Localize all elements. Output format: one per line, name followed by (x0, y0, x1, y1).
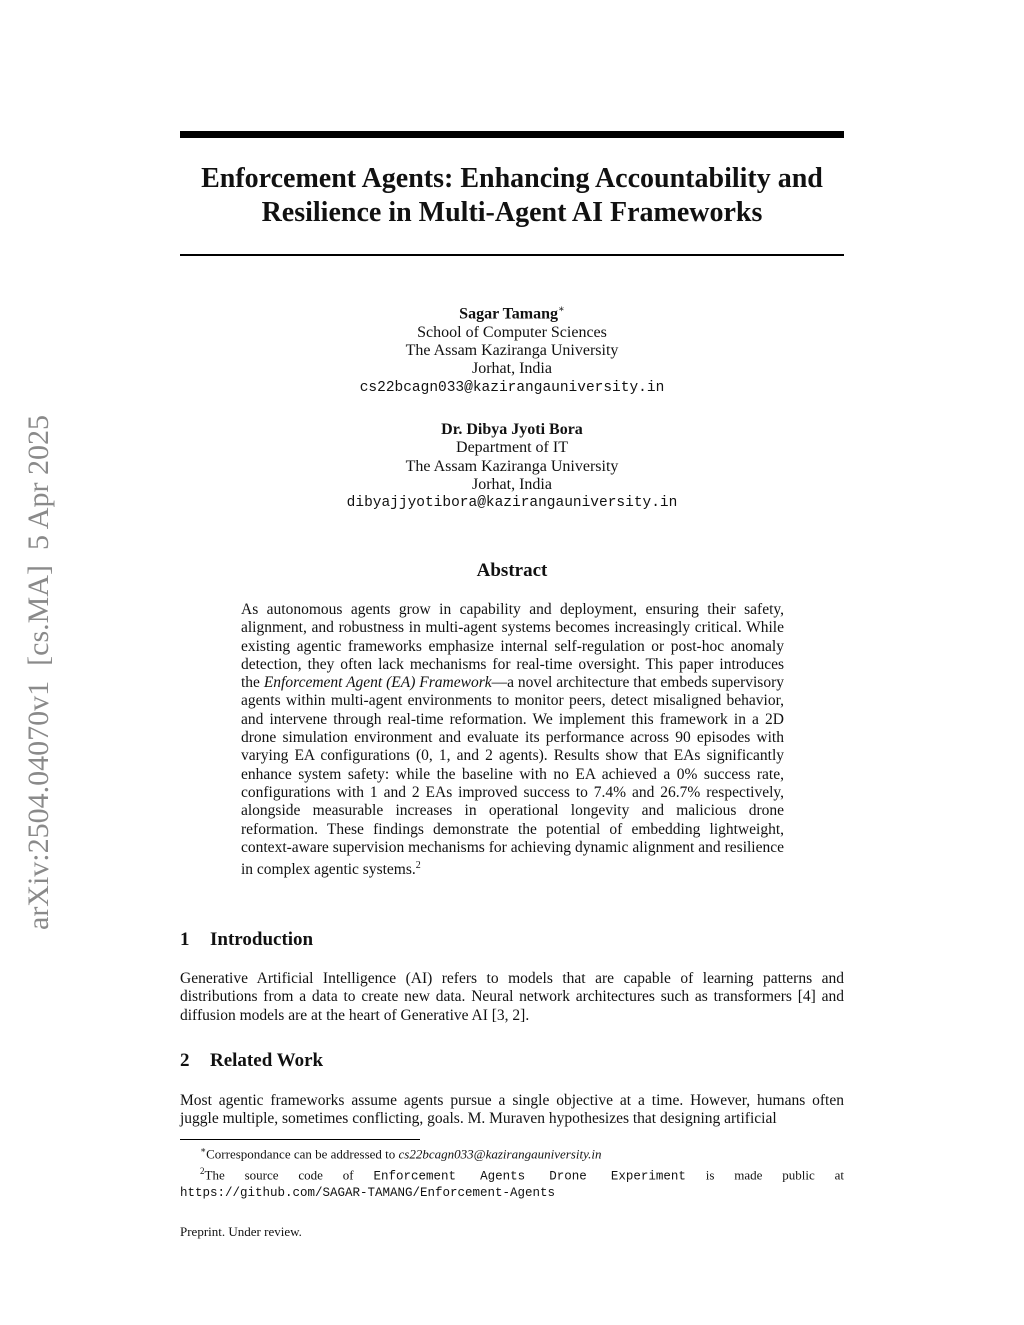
abstract-footnote-mark: 2 (415, 860, 421, 872)
related-work-paragraph: Most agentic frameworks assume agents pursue a single objective at a time. However, humans often juggle multiple, sometimes conflicting, goals. M. Muraven hypothesizes that designing artificial (180, 1092, 844, 1128)
author-university: The Assam Kaziranga University (405, 341, 619, 359)
section-number: 2 (180, 1050, 190, 1071)
repo-name: Enforcement Agents Drone Experiment (373, 1169, 686, 1184)
framework-name: Enforcement Agent (EA) Framework (263, 674, 492, 692)
title-line-1: Enforcement Agents: Enhancing Accountability and (201, 163, 823, 194)
introduction-paragraph: Generative Artificial Intelligence (AI) refers to models that are capable of learning patterns and distributions from a data to create new data. Neural network architectures such as transformers [4] and diffusion models are at the heart of Generative AI [3, 2]. (180, 970, 844, 1024)
footnote-2: $^2$The source code of Enforcement Agents Drone Experiment is made public at (200, 1165, 845, 1184)
author-email: dibyajjyotibora@kazirangauniversity.in (346, 495, 678, 512)
title-bottom-rule (180, 254, 844, 256)
footnote-rule (180, 1139, 420, 1140)
title-top-rule (180, 131, 844, 138)
author-footnote-mark: ∗ (558, 304, 565, 315)
author-university: The Assam Kaziranga University (405, 457, 619, 475)
author-location: Jorhat, India (472, 360, 552, 378)
section-heading-related-work (180, 1050, 323, 1072)
correspondence-email[interactable]: cs22bcagn033@kazirangauniversity.in (398, 1146, 602, 1162)
author-name: Dr. Dibya Jyoti Bora (441, 421, 583, 438)
footnote-1: ∗Correspondance can be addressed to cs22bcagn033@kazirangauniversity.in (200, 1145, 602, 1162)
arxiv-stamp-text: arXiv:2504.04070v1 [cs.MA] 5 Apr 2025 (22, 415, 55, 930)
author-department: School of Computer Sciences (417, 323, 607, 341)
author-name: Sagar Tamang∗ (459, 304, 565, 323)
title-line-2: Resilience in Multi-Agent AI Frameworks (261, 197, 763, 228)
section-title: Introduction (210, 929, 314, 950)
arxiv-identifier-stamp (8, 352, 58, 932)
author-location: Jorhat, India (472, 475, 552, 493)
author-department: Department of IT (456, 439, 568, 457)
arxiv-stamp-svg (8, 352, 58, 932)
section-heading-introduction (180, 929, 313, 951)
section-number: 1 (180, 929, 190, 950)
author-block-1 (180, 301, 844, 397)
abstract-heading: Abstract (476, 560, 548, 581)
paper-title (180, 162, 844, 230)
abstract-body: As autonomous agents grow in capability and deployment, ensuring their safety, alignment, and robustness in multi-agent systems becomes increasingly critical. While existing agentic frameworks emphasize internal self-regulation or post-hoc anomaly detection, they often lack mechanisms for real-time oversight. This paper introduces the Enforcement Agent (EA) Framework—a novel architecture that embeds supervisory agents within multi-agent environments to monitor peers, detect misaligned behavior, and intervene through real-time reformation. We implement this framework in a 2D drone simulation environment and evaluate its performance across 90 episodes with varying EA configurations (0, 1, and 2 agents). Results show that EAs significantly enhance system safety: while the baseline with no EA achieved a 0% success rate, configurations with 1 and 2 EAs improved success to 7.4% and 26.7% respectively, alongside measurable increases in operational longevity and malicious drone reformation. These findings demonstrate the potential of embedding lightweight, context-aware supervision mechanisms for achieving dynamic alignment and resilience in complex agentic systems.$^2$ (241, 601, 784, 879)
section-title: Related Work (210, 1050, 324, 1071)
footnotes (180, 1142, 844, 1201)
author-email: cs22bcagn033@kazirangauniversity.in (359, 379, 665, 396)
source-code-link[interactable]: https://github.com/SAGAR-TAMANG/Enforcement-Agents (180, 1185, 556, 1200)
author-block-2 (180, 421, 844, 512)
preprint-footer: Preprint. Under review. (180, 1224, 302, 1239)
